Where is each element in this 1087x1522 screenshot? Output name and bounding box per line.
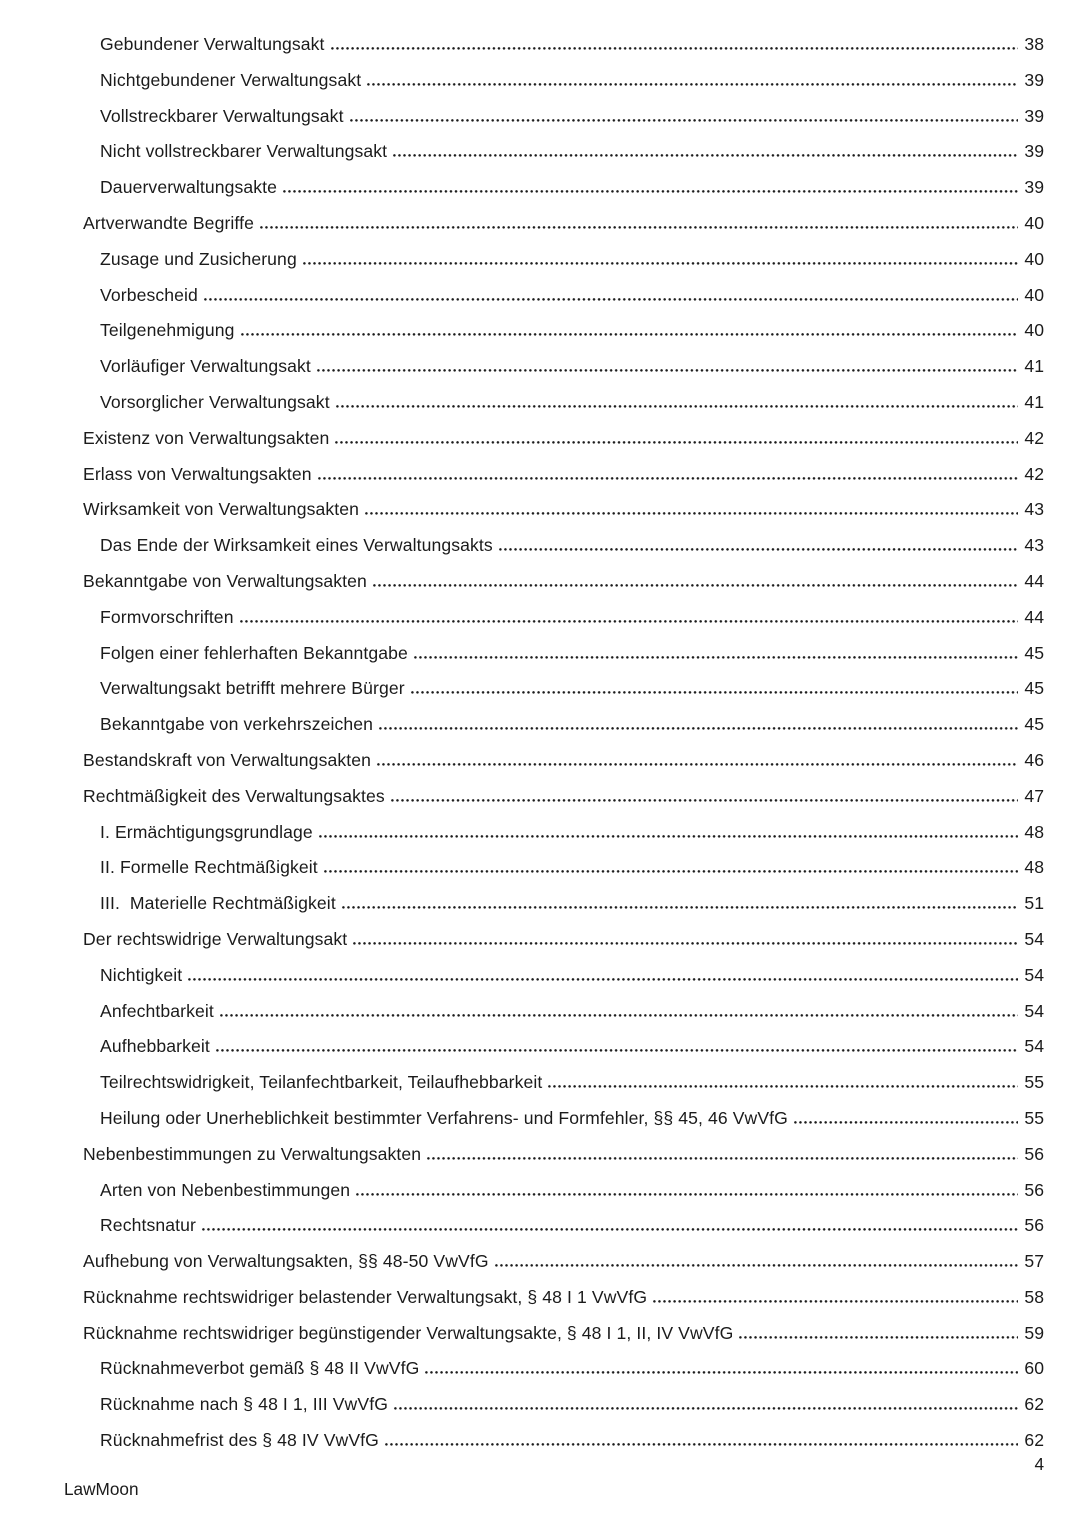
- toc-entry-label: Rücknahme rechtswidriger begünstigender Verwaltungsakte, § 48 I 1, II, IV VwVfG: [83, 1322, 734, 1343]
- toc-entry-page: 43: [1024, 535, 1044, 556]
- toc-entry-page: 41: [1024, 356, 1044, 377]
- toc-entry[interactable]: [83, 922, 1044, 958]
- toc-entry-page: 40: [1024, 248, 1044, 269]
- toc-entry[interactable]: [83, 349, 1044, 385]
- toc-entry-page: 54: [1024, 928, 1044, 949]
- toc-entry-page: 40: [1024, 212, 1044, 233]
- toc-leader-dots: [393, 153, 1018, 157]
- toc-entry[interactable]: [83, 600, 1044, 636]
- toc-leader-dots: [495, 1263, 1019, 1267]
- toc-entry[interactable]: [83, 1387, 1044, 1423]
- toc-entry-page: 39: [1024, 69, 1044, 90]
- toc-entry-page: 45: [1024, 642, 1044, 663]
- toc-entry[interactable]: [83, 743, 1044, 779]
- toc-entry[interactable]: [83, 1423, 1044, 1459]
- toc-entry-page: 45: [1024, 714, 1044, 735]
- toc-entry-label: Der rechtswidrige Verwaltungsakt: [83, 928, 348, 949]
- toc-leader-dots: [335, 440, 1018, 444]
- toc-leader-dots: [653, 1299, 1018, 1303]
- toc-entry[interactable]: [83, 206, 1044, 242]
- toc-entry-label: II. Formelle Rechtmäßigkeit: [100, 857, 318, 878]
- toc-entry-page: 42: [1024, 427, 1044, 448]
- toc-entry-label: Rechtsnatur: [100, 1215, 196, 1236]
- toc-entry-label: Formvorschriften: [100, 606, 234, 627]
- toc-entry-label: I. Ermächtigungsgrundlage: [100, 821, 313, 842]
- toc-entry-label: Teilgenehmigung: [100, 320, 235, 341]
- toc-leader-dots: [548, 1084, 1018, 1088]
- toc-leader-dots: [356, 1192, 1018, 1196]
- toc-leader-dots: [385, 1442, 1018, 1446]
- toc-entry-label: Nichtigkeit: [100, 964, 183, 985]
- toc-entry-label: Bekanntgabe von verkehrszeichen: [100, 714, 374, 735]
- toc-entry-label: Rücknahmefrist des § 48 IV VwVfG: [100, 1430, 379, 1451]
- toc-entry-page: 56: [1024, 1215, 1044, 1236]
- toc-leader-dots: [499, 547, 1019, 551]
- footer-brand: LawMoon: [64, 1479, 139, 1499]
- page-number: 4: [1034, 1454, 1044, 1474]
- toc-entry-page: 56: [1024, 1179, 1044, 1200]
- toc-entry-page: 59: [1024, 1322, 1044, 1343]
- toc-leader-dots: [241, 332, 1019, 336]
- toc-entry-page: 62: [1024, 1394, 1044, 1415]
- toc-entry[interactable]: [83, 27, 1044, 63]
- toc-entry-page: 54: [1024, 964, 1044, 985]
- toc-leader-dots: [353, 941, 1018, 945]
- toc-entry-label: Vorläufiger Verwaltungsakt: [100, 356, 311, 377]
- toc-leader-dots: [202, 1227, 1018, 1231]
- toc-entry-page: 60: [1024, 1358, 1044, 1379]
- toc-entry[interactable]: [83, 63, 1044, 99]
- toc-entry-page: 48: [1024, 821, 1044, 842]
- toc-entry[interactable]: [83, 1316, 1044, 1352]
- toc-entry-page: 46: [1024, 749, 1044, 770]
- toc-entry-label: Teilrechtswidrigkeit, Teilanfechtbarkeit, Teilaufhebbarkeit: [100, 1072, 543, 1093]
- toc-leader-dots: [391, 798, 1019, 802]
- toc-entry[interactable]: [83, 421, 1044, 457]
- toc-entry-label: Das Ende der Wirksamkeit eines Verwaltungsakts: [100, 535, 493, 556]
- toc-entry-label: III. Materielle Rechtmäßigkeit: [100, 893, 336, 914]
- toc-entry[interactable]: [83, 636, 1044, 672]
- toc-entry-label: Artverwandte Begriffe: [83, 212, 254, 233]
- toc-entry-label: Rücknahme nach § 48 I 1, III VwVfG: [100, 1394, 388, 1415]
- toc-entry[interactable]: [83, 958, 1044, 994]
- toc-entry-label: Aufhebung von Verwaltungsakten, §§ 48-50 VwVfG: [83, 1251, 489, 1272]
- toc-leader-dots: [317, 368, 1019, 372]
- toc-entry-label: Folgen einer fehlerhaften Bekanntgabe: [100, 642, 408, 663]
- toc-leader-dots: [342, 905, 1019, 909]
- toc-list: [83, 27, 1044, 1459]
- toc-leader-dots: [377, 762, 1018, 766]
- toc-entry[interactable]: [83, 564, 1044, 600]
- toc-entry[interactable]: [83, 278, 1044, 314]
- toc-leader-dots: [283, 189, 1018, 193]
- toc-leader-dots: [319, 834, 1019, 838]
- toc-entry-label: Nicht vollstreckbarer Verwaltungsakt: [100, 141, 388, 162]
- toc-entry[interactable]: [83, 850, 1044, 886]
- toc-entry-page: 45: [1024, 678, 1044, 699]
- toc-leader-dots: [425, 1370, 1018, 1374]
- toc-leader-dots: [350, 118, 1019, 122]
- toc-entry-label: Existenz von Verwaltungsakten: [83, 427, 330, 448]
- toc-entry[interactable]: [83, 1101, 1044, 1137]
- toc-entry-page: 48: [1024, 857, 1044, 878]
- toc-entry[interactable]: [83, 1029, 1044, 1065]
- toc-entry-label: Vollstreckbarer Verwaltungsakt: [100, 105, 344, 126]
- toc-leader-dots: [365, 511, 1018, 515]
- toc-entry-page: 62: [1024, 1430, 1044, 1451]
- toc-entry-label: Rücknahmeverbot gemäß § 48 II VwVfG: [100, 1358, 420, 1379]
- toc-entry-page: 55: [1024, 1107, 1044, 1128]
- toc-entry-label: Dauerverwaltungsakte: [100, 177, 278, 198]
- toc-entry[interactable]: [83, 815, 1044, 851]
- toc-entry-page: 40: [1024, 320, 1044, 341]
- toc-entry[interactable]: [83, 1173, 1044, 1209]
- toc-leader-dots: [373, 583, 1018, 587]
- toc-entry[interactable]: [83, 1280, 1044, 1316]
- toc-leader-dots: [240, 619, 1019, 623]
- toc-entry[interactable]: [83, 1137, 1044, 1173]
- toc-entry[interactable]: [83, 1065, 1044, 1101]
- toc-entry-label: Nichtgebundener Verwaltungsakt: [100, 69, 362, 90]
- toc-entry[interactable]: [83, 242, 1044, 278]
- toc-entry[interactable]: [83, 492, 1044, 528]
- toc-entry[interactable]: [83, 170, 1044, 206]
- toc-leader-dots: [216, 1048, 1019, 1052]
- toc-entry[interactable]: [83, 1351, 1044, 1387]
- toc-leader-dots: [331, 46, 1019, 50]
- toc-entry-label: Vorsorglicher Verwaltungsakt: [100, 391, 330, 412]
- toc-entry-page: 44: [1024, 570, 1044, 591]
- toc-entry[interactable]: [83, 99, 1044, 135]
- toc-leader-dots: [411, 690, 1019, 694]
- toc-entry-page: 43: [1024, 499, 1044, 520]
- toc-entry-page: 56: [1024, 1143, 1044, 1164]
- toc-entry[interactable]: [83, 385, 1044, 421]
- toc-leader-dots: [739, 1335, 1018, 1339]
- toc-entry-page: 47: [1024, 785, 1044, 806]
- toc-entry-page: 51: [1024, 893, 1044, 914]
- toc-entry[interactable]: [83, 671, 1044, 707]
- toc-leader-dots: [414, 655, 1019, 659]
- toc-leader-dots: [336, 404, 1019, 408]
- toc-leader-dots: [318, 476, 1019, 480]
- toc-entry-label: Nebenbestimmungen zu Verwaltungsakten: [83, 1143, 422, 1164]
- toc-leader-dots: [188, 977, 1018, 981]
- toc-entry-page: 39: [1024, 105, 1044, 126]
- toc-entry[interactable]: [83, 707, 1044, 743]
- toc-entry[interactable]: [83, 779, 1044, 815]
- toc-entry-label: Anfechtbarkeit: [100, 1000, 214, 1021]
- toc-entry-page: 38: [1024, 34, 1044, 54]
- toc-leader-dots: [427, 1156, 1018, 1160]
- toc-entry-page: 58: [1024, 1286, 1044, 1307]
- toc-entry-label: Rechtmäßigkeit des Verwaltungsaktes: [83, 785, 385, 806]
- toc-entry-label: Rücknahme rechtswidriger belastender Verwaltungsakt, § 48 I 1 VwVfG: [83, 1286, 648, 1307]
- toc-entry-label: Bestandskraft von Verwaltungsakten: [83, 749, 372, 770]
- toc-entry-page: 55: [1024, 1072, 1044, 1093]
- toc-leader-dots: [303, 261, 1019, 265]
- toc-entry[interactable]: [83, 994, 1044, 1030]
- toc-leader-dots: [367, 82, 1018, 86]
- toc-entry-page: 41: [1024, 391, 1044, 412]
- toc-leader-dots: [220, 1013, 1019, 1017]
- toc-entry-page: 42: [1024, 463, 1044, 484]
- toc-entry[interactable]: [83, 528, 1044, 564]
- toc-entry[interactable]: [83, 457, 1044, 493]
- toc-entry-page: 54: [1024, 1036, 1044, 1057]
- toc-leader-dots: [260, 225, 1018, 229]
- toc-entry-label: Zusage und Zusicherung: [100, 248, 297, 269]
- toc-entry-page: 54: [1024, 1000, 1044, 1021]
- toc-entry[interactable]: [83, 134, 1044, 170]
- toc-entry[interactable]: [83, 313, 1044, 349]
- toc-entry-label: Heilung oder Unerheblichkeit bestimmter Verfahrens- und Formfehler, §§ 45, 46 VwVfG: [100, 1107, 788, 1128]
- toc-entry-page: 39: [1024, 177, 1044, 198]
- toc-entry-label: Vorbescheid: [100, 284, 198, 305]
- toc-entry-label: Bekanntgabe von Verwaltungsakten: [83, 570, 367, 591]
- toc-entry-label: Wirksamkeit von Verwaltungsakten: [83, 499, 360, 520]
- toc-entry-label: Gebundener Verwaltungsakt: [100, 34, 325, 54]
- toc-leader-dots: [394, 1406, 1018, 1410]
- toc-entry[interactable]: [83, 1244, 1044, 1280]
- toc-entry-page: 44: [1024, 606, 1044, 627]
- toc-entry[interactable]: [83, 1208, 1044, 1244]
- toc-entry[interactable]: [83, 886, 1044, 922]
- toc-entry-label: Verwaltungsakt betrifft mehrere Bürger: [100, 678, 405, 699]
- toc-entry-page: 57: [1024, 1251, 1044, 1272]
- toc-leader-dots: [324, 869, 1019, 873]
- toc-entry-page: 39: [1024, 141, 1044, 162]
- toc-entry-page: 40: [1024, 284, 1044, 305]
- toc-entry-label: Aufhebbarkeit: [100, 1036, 210, 1057]
- toc-leader-dots: [379, 726, 1018, 730]
- toc-entry-label: Arten von Nebenbestimmungen: [100, 1179, 351, 1200]
- toc-entry-label: Erlass von Verwaltungsakten: [83, 463, 312, 484]
- toc-leader-dots: [794, 1120, 1018, 1124]
- toc-leader-dots: [204, 297, 1018, 301]
